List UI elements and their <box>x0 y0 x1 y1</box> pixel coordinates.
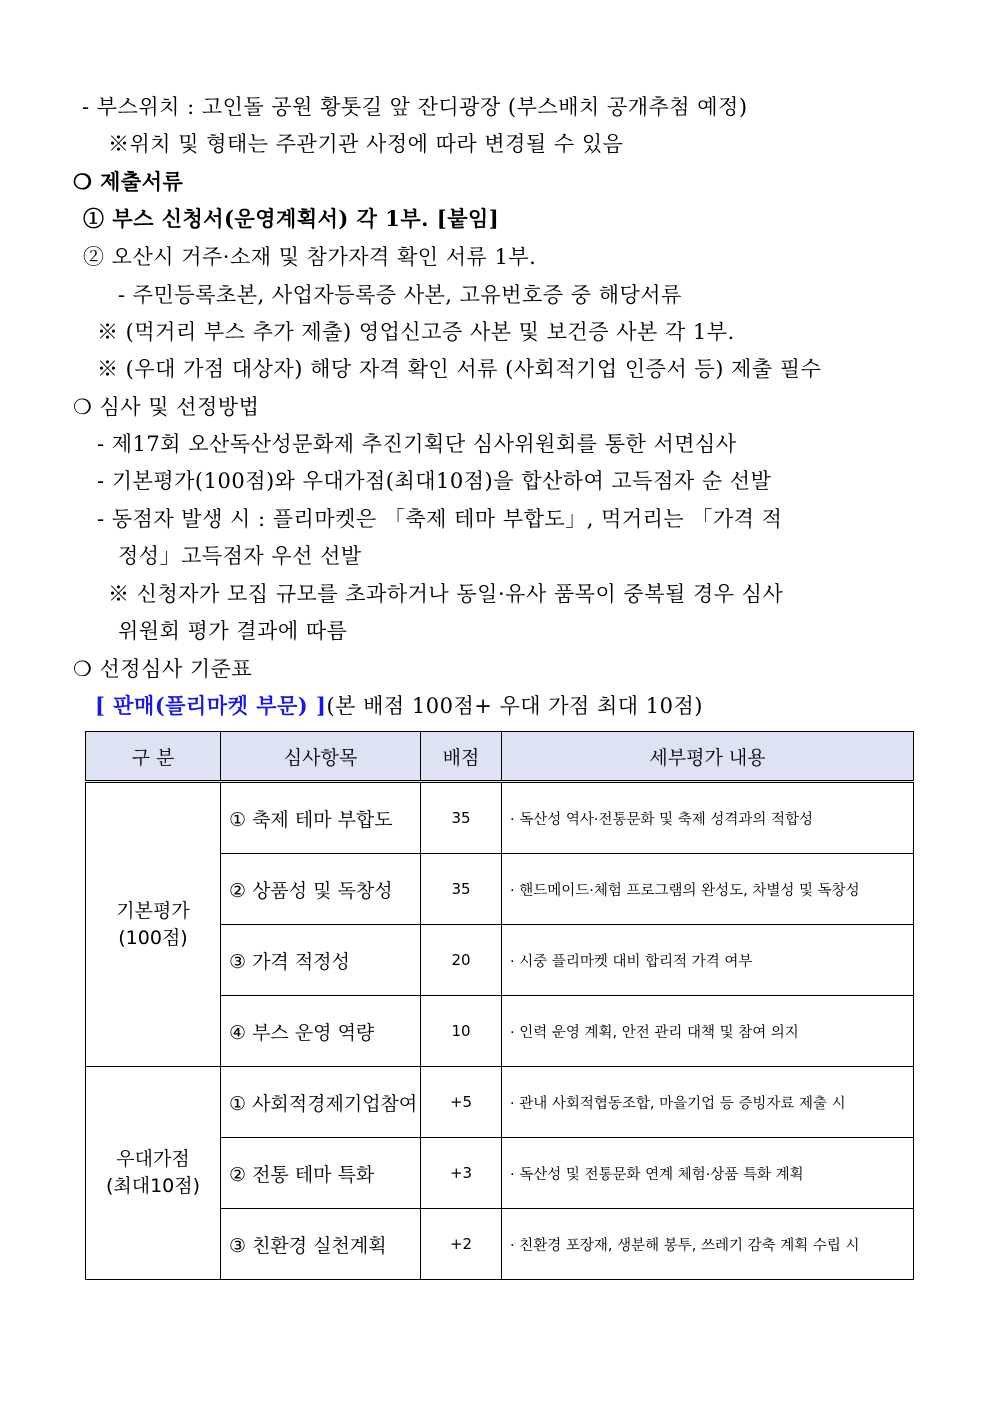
header-item: 심사항목 <box>221 732 421 782</box>
criteria-detail: · 인력 운영 계획, 안전 관리 대책 및 참여 의지 <box>502 996 914 1067</box>
criteria-item: ① 사회적경제기업참여 <box>221 1067 421 1138</box>
section-points: (본 배점 100점+ 우대 가점 최대 10점) <box>326 694 703 718</box>
criteria-detail: · 관내 사회적협동조합, 마을기업 등 증빙자료 제출 시 <box>502 1067 914 1138</box>
criteria-detail: · 독산성 역사·전통문화 및 축제 성격과의 적합성 <box>502 782 914 854</box>
review-item-3: - 동점자 발생 시 : 플리마켓은 「축제 테마 부합도」, 먹거리는 「가격 적 <box>97 507 783 531</box>
criteria-score: 20 <box>421 925 502 996</box>
review-note: ※ 신청자가 모집 규모를 초과하거나 동일·유사 품목이 중복될 경우 심사 <box>108 582 784 606</box>
header-detail: 세부평가 내용 <box>502 732 914 782</box>
header-score: 배점 <box>421 732 502 782</box>
criteria-score: +2 <box>421 1209 502 1280</box>
criteria-table <box>85 731 914 1280</box>
criteria-detail: · 시중 플리마켓 대비 합리적 가격 여부 <box>502 925 914 996</box>
table-row <box>86 1067 914 1138</box>
section-label: [ 판매(플리마켓 부문) ] <box>95 693 327 718</box>
category-label: 우대가점 <box>116 1148 190 1170</box>
category-cell-basic <box>86 782 221 1067</box>
criteria-item: ① 축제 테마 부합도 <box>221 782 421 854</box>
location-note: ※위치 및 형태는 주관기관 사정에 따라 변경될 수 있음 <box>108 132 624 156</box>
documents-heading: ❍ 제출서류 <box>73 169 184 194</box>
criteria-item: ③ 친환경 실천계획 <box>221 1209 421 1280</box>
section-title <box>95 692 703 720</box>
criteria-detail: · 친환경 포장재, 생분해 봉투, 쓰레기 감축 계획 수립 시 <box>502 1209 914 1280</box>
food-booth-note: ※ (먹거리 부스 추가 제출) 영업신고증 사본 및 보건증 사본 각 1부. <box>97 320 735 344</box>
category-points: (100점) <box>118 926 188 949</box>
criteria-item: ② 전통 테마 특화 <box>221 1138 421 1209</box>
document-item-2: ② 오산시 거주·소재 및 참가자격 확인 서류 1부. <box>83 245 537 269</box>
criteria-item: ③ 가격 적정성 <box>221 925 421 996</box>
category-label: 기본평가 <box>116 899 190 922</box>
criteria-score: 35 <box>421 782 502 854</box>
criteria-detail: · 독산성 및 전통문화 연계 체험·상품 특화 계획 <box>502 1138 914 1209</box>
document-item-1: ① 부스 신청서(운영계획서) 각 1부. [붙임] <box>83 206 500 231</box>
category-points: (최대10점) <box>105 1175 201 1197</box>
category-cell-bonus <box>86 1067 221 1280</box>
review-item-2: - 기본평가(100점)와 우대가점(최대10점)을 합산하여 고득점자 순 선발 <box>97 469 772 493</box>
table-header-row <box>86 732 914 782</box>
criteria-score: 10 <box>421 996 502 1067</box>
criteria-heading: ❍ 선정심사 기준표 <box>73 657 253 681</box>
review-item-3-cont: 정성」고득점자 우선 선발 <box>118 544 362 568</box>
review-item-1: - 제17회 오산독산성문화제 추진기획단 심사위원회를 통한 서면심사 <box>97 432 737 456</box>
bonus-docs-note: ※ (우대 가점 대상자) 해당 자격 확인 서류 (사회적기업 인증서 등) 제출 필수 <box>97 357 822 381</box>
criteria-score: +3 <box>421 1138 502 1209</box>
criteria-score: +5 <box>421 1067 502 1138</box>
criteria-item: ④ 부스 운영 역량 <box>221 996 421 1067</box>
header-category: 구 분 <box>86 732 221 782</box>
review-note-cont: 위원회 평가 결과에 따름 <box>118 619 348 643</box>
booth-location-line: - 부스위치 : 고인돌 공원 황톳길 앞 잔디광장 (부스배치 공개추첨 예정) <box>82 95 748 119</box>
document-item-2-sub: - 주민등록초본, 사업자등록증 사본, 고유번호증 중 해당서류 <box>118 283 682 307</box>
review-heading: ❍ 심사 및 선정방법 <box>73 395 260 419</box>
criteria-item: ② 상품성 및 독창성 <box>221 854 421 925</box>
table-row <box>86 782 914 854</box>
criteria-detail: · 핸드메이드·체험 프로그램의 완성도, 차별성 및 독창성 <box>502 854 914 925</box>
criteria-score: 35 <box>421 854 502 925</box>
